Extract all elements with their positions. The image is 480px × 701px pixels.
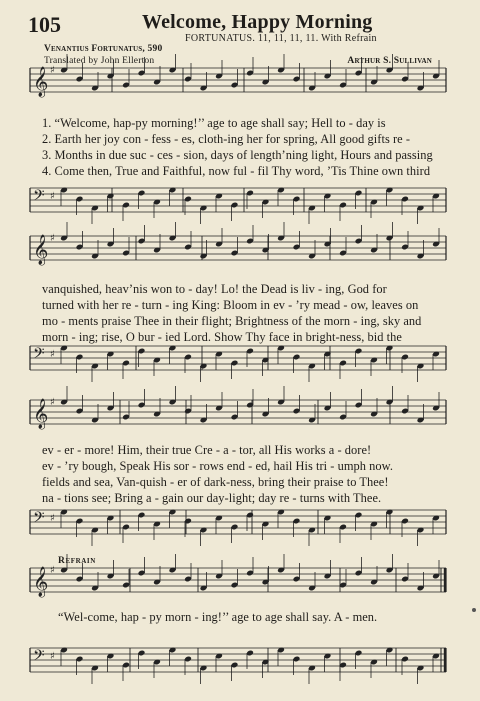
sharp-sign: ♯ <box>50 349 55 360</box>
sharp-sign: ♯ <box>50 191 55 202</box>
lyric-line: ev - ’ry bough, Speak His sor - rows end - ed, hail His tri - umph now. <box>42 459 394 473</box>
treble-clef: 𝄞 <box>33 399 49 429</box>
sharp-sign: ♯ <box>50 233 55 244</box>
hymn-number: 105 <box>28 12 61 37</box>
treble-clef: 𝄞 <box>33 67 49 97</box>
lyric-line: 1. “Welcome, hap-py morning!’’ age to age shall say; Hell to - day is <box>42 116 386 130</box>
translator-credit: Translated by John Ellerton <box>44 56 155 66</box>
lyric-line: 3. Months in due suc - ces - sion, days of length’ning light, Hours and passing <box>42 148 433 162</box>
author-credit: Venantius Fortunatus, 590 <box>44 44 163 54</box>
sharp-sign: ♯ <box>50 397 55 408</box>
sharp-sign: ♯ <box>50 513 55 524</box>
composer-credit: Arthur S. Sullivan <box>347 56 432 66</box>
bass-clef: 𝄢 <box>33 187 45 208</box>
bass-clef: 𝄢 <box>33 509 45 530</box>
bass-clef: 𝄢 <box>33 345 45 366</box>
page-mark <box>472 608 476 612</box>
lyric-line: mo - ments praise Thee in their flight; Brightness of the morn - ing, sky and <box>42 314 422 328</box>
lyric-line: 2. Earth her joy con - fess - es, cloth-ing her for spring, All good gifts re - <box>42 132 411 146</box>
refrain-label: Refrain <box>58 556 96 566</box>
sharp-sign: ♯ <box>50 651 55 662</box>
tune-meter-line: FORTUNATUS. 11, 11, 11, 11. With Refrain <box>185 33 377 44</box>
sharp-sign: ♯ <box>50 565 55 576</box>
lyric-line: turned with her re - turn - ing King: Bloom in ev - ’ry mead - ow, leaves on <box>42 298 419 312</box>
lyric-line: fields and sea, Van-quish - er of dark-ness, bring their praise to Thee! <box>42 475 389 489</box>
lyric-line: 4. Come then, True and Faithful, now ful - fil Thy word, ’Tis Thine own third <box>42 164 431 178</box>
treble-clef: 𝄞 <box>33 235 49 265</box>
lyric-line: vanquished, heav’nis won to - day! Lo! the Dead is liv - ing, God for <box>42 282 387 296</box>
lyric-line: na - tions see; Bring a - gain our day-light; day re - turns with Thee. <box>42 491 382 505</box>
sharp-sign: ♯ <box>50 65 55 76</box>
treble-clef: 𝄞 <box>33 567 49 597</box>
lyric-line: ev - er - more! Him, their true Cre - a - tor, all His works a - dore! <box>42 443 372 457</box>
hymn-title: Welcome, Happy Morning <box>142 11 373 33</box>
bass-clef: 𝄢 <box>33 647 45 668</box>
lyric-line: morn - ing; rise, O bur - ied Lord. Show Thy face in bright-ness, bid the <box>42 330 402 344</box>
lyric-line: “Wel-come, hap - py morn - ing!’’ age to age shall say. A - men. <box>58 610 378 624</box>
